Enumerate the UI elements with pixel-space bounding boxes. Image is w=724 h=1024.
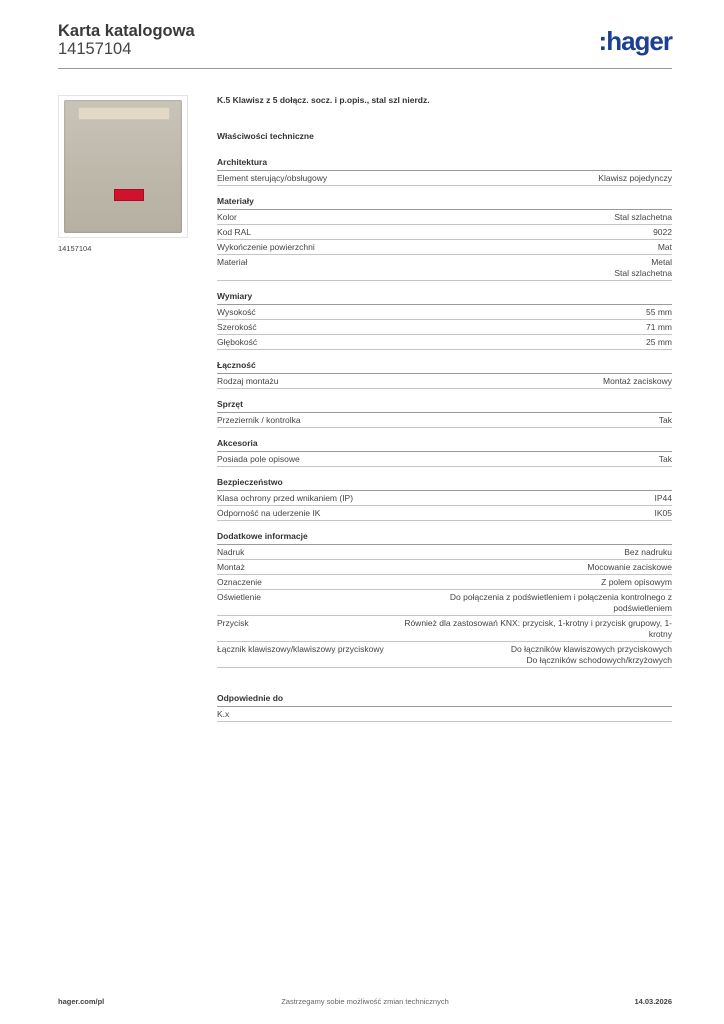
spec-row [217,590,672,616]
image-caption: 14157104 [58,244,92,253]
spec-row [217,255,672,281]
spec-row [217,335,672,350]
section-title-architektura: Architektura [217,157,672,171]
document-title: Karta katalogowa [58,22,195,40]
document-number: 14157104 [58,40,132,58]
spec-row [217,545,672,560]
spec-value: Mat [657,242,672,252]
spec-row [217,491,672,506]
spec-label: Szerokość [217,322,257,332]
property-sections [217,157,672,668]
section-title-dodatkowe-informacje: Dodatkowe informacje [217,531,672,545]
spec-label: Oświetlenie [217,592,261,602]
spec-row [217,210,672,225]
spec-row [217,452,672,467]
switch-plate-illustration [64,100,182,233]
page-header [58,22,672,70]
spec-label: Montaż [217,562,245,572]
spec-value: Metal Stal szlachetna [614,257,672,278]
suitable-section [217,693,672,722]
spec-label: Wykończenie powierzchni [217,242,315,252]
spec-row [217,240,672,255]
spec-row [217,506,672,521]
spec-label: Klasa ochrony przed wnikaniem (IP) [217,493,354,503]
spec-row [217,374,672,389]
spec-label: Materiał [217,257,248,267]
section-title-bezpieczenstwo: Bezpieczeństwo [217,477,672,491]
spec-value: Z polem opisowym [601,577,672,587]
spec-label: Odporność na uderzenie IK [217,508,321,518]
footer-date: 14.03.2026 [634,997,672,1006]
spec-label: Przycisk [217,618,249,628]
spec-value: Mocowanie zaciskowe [587,562,672,572]
header-divider [58,68,672,69]
spec-label: Wysokość [217,307,256,317]
spec-row [217,305,672,320]
spec-value: Do łączników klawiszowych przyciskowych Do łączników schodowych/krzyżowych [510,644,672,665]
spec-row [217,616,672,642]
page-footer [58,997,672,1009]
spec-row [217,413,672,428]
spec-value: Bez nadruku [624,547,672,557]
spec-label: Przeziernik / kontrolka [217,415,301,425]
section-title-odpowiednie-do: Odpowiednie do [217,693,672,707]
section-title-materialy: Materiały [217,196,672,210]
spec-value: IK05 [654,508,672,518]
red-indicator-shape [114,189,144,201]
spec-row [217,171,672,186]
spec-value: Również dla zastosowań KNX: przycisk, 1-krotny i przycisk grupowy, 1-krotny [404,618,672,639]
spec-row [217,560,672,575]
spec-value: IP44 [654,493,672,503]
spec-row [217,642,672,668]
product-title: K.5 Klawisz z 5 dołącz. socz. i p.opis., stal szl nierdz. [217,95,430,105]
section-title-wymiary: Wymiary [217,291,672,305]
spec-value: 71 mm [646,322,672,332]
section-bezpieczenstwo [217,477,672,521]
section-akcesoria [217,438,672,467]
spec-value: 55 mm [646,307,672,317]
spec-value: Do połączenia z podświetleniem i połączenia kontrolnego z podświetleniem [449,592,672,613]
spec-label: K.x [217,709,230,719]
spec-row [217,225,672,240]
spec-label: Kod RAL [217,227,252,237]
spec-label: Głębokość [217,337,258,347]
spec-value: 9022 [653,227,672,237]
label-field-shape [78,107,170,120]
section-lacznosc [217,360,672,389]
section-title-akcesoria: Akcesoria [217,438,672,452]
section-title-lacznosc: Łączność [217,360,672,374]
spec-label: Posiada pole opisowe [217,454,300,464]
spec-value: Montaż zaciskowy [603,376,672,386]
spec-label: Łącznik klawiszowy/klawiszowy przyciskowy [217,644,384,654]
product-image [58,95,188,238]
spec-value: 25 mm [646,337,672,347]
spec-value: Tak [658,415,672,425]
spec-label: Element sterujący/obsługowy [217,173,328,183]
section-title-sprzet: Sprzęt [217,399,672,413]
spec-label: Kolor [217,212,237,222]
spec-row [217,320,672,335]
footer-disclaimer: Zastrzegamy sobie możliwość zmian technicznych [281,997,449,1006]
properties-heading: Właściwości techniczne [217,131,314,141]
section-architektura [217,157,672,186]
section-wymiary [217,291,672,350]
spec-label: Nadruk [217,547,245,557]
footer-website: hager.com/pl [58,997,105,1006]
section-dodatkowe-informacje [217,531,672,668]
spec-label: Oznaczenie [217,577,262,587]
spec-value: Klawisz pojedynczy [598,173,672,183]
hager-logo: :hager [598,26,672,56]
product-details [217,95,672,722]
spec-row [217,575,672,590]
section-materialy [217,196,672,281]
spec-value: Stal szlachetna [614,212,672,222]
spec-label: Rodzaj montażu [217,376,279,386]
section-sprzet [217,399,672,428]
spec-value: Tak [658,454,672,464]
spec-row [217,707,672,722]
